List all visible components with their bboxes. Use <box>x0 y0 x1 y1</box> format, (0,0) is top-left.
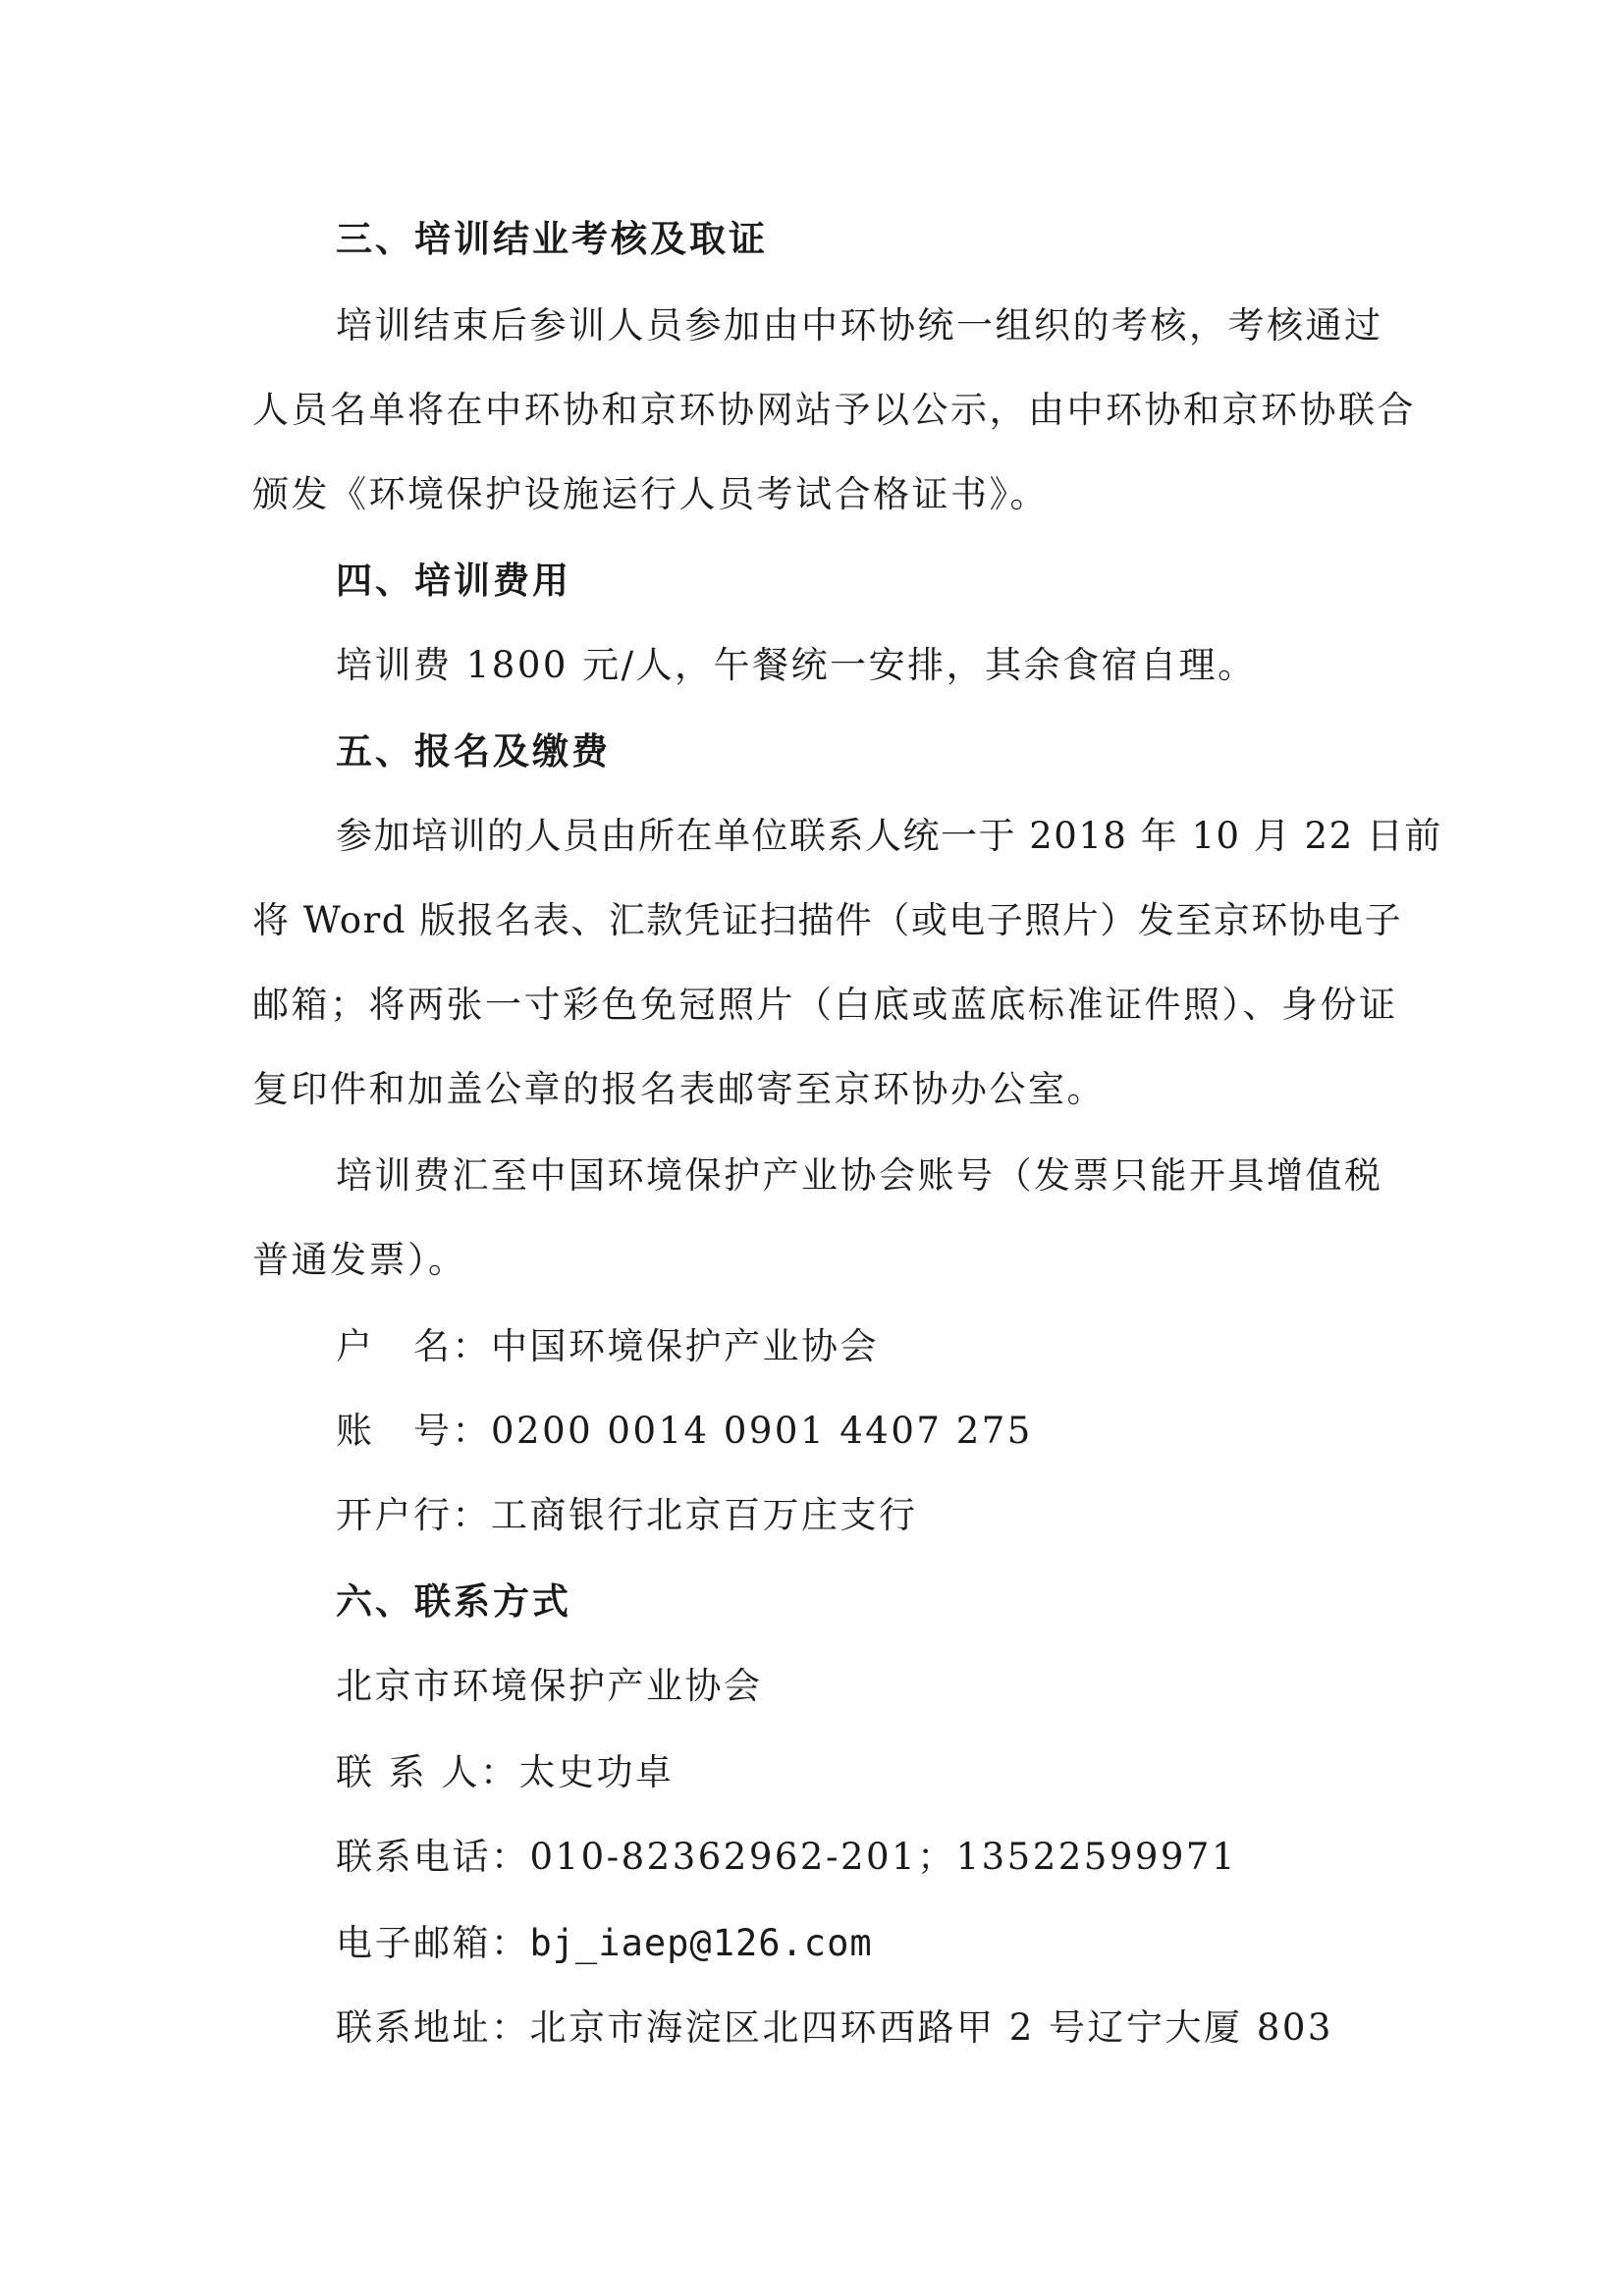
bank-branch: 开户行：工商银行北京百万庄支行 <box>336 1494 918 1536</box>
section-3-paragraph-line-3: 颁发《环境保护设施运行人员考试合格证书》。 <box>252 473 1049 515</box>
section-4-paragraph: 培训费 1800 元/人，午餐统一安排，其余食宿自理。 <box>336 644 1257 686</box>
contact-email-value: bj_iaep@126.com <box>529 1922 873 1964</box>
contact-person: 联 系 人：太史功卓 <box>336 1751 675 1793</box>
account-number: 账 号：0200 0014 0901 4407 275 <box>336 1410 1033 1452</box>
contact-address: 联系地址：北京市海淀区北四环西路甲 2 号辽宁大厦 803 <box>336 2006 1333 2049</box>
section-3-paragraph-line-2: 人员名单将在中环协和京环协网站予以公示，由中环协和京环协联合 <box>252 389 1416 431</box>
organization-name: 北京市环境保护产业协会 <box>336 1665 763 1707</box>
section-5-paragraph-1-line-3: 邮箱；将两张一寸彩色免冠照片（白底或蓝底标准证件照）、身份证 <box>252 984 1398 1026</box>
section-3-paragraph-line-1: 培训结束后参训人员参加由中环协统一组织的考核，考核通过 <box>336 304 1383 347</box>
section-5-paragraph-2-line-1: 培训费汇至中国环境保护产业协会账号（发票只能开具增值税 <box>336 1154 1383 1197</box>
section-6-heading: 六、联系方式 <box>336 1580 571 1623</box>
section-5-paragraph-1-line-1: 参加培训的人员由所在单位联系人统一于 2018 年 10 月 22 日前 <box>336 815 1442 857</box>
contact-phone: 联系电话：010-82362962-201；13522599971 <box>336 1836 1238 1878</box>
section-5-paragraph-2-line-2: 普通发票）。 <box>252 1239 467 1281</box>
section-3-heading: 三、培训结业考核及取证 <box>336 218 768 260</box>
contact-email-label: 电子邮箱： <box>336 1922 530 1964</box>
section-5-heading: 五、报名及缴费 <box>336 730 611 773</box>
account-name: 户 名：中国环境保护产业协会 <box>336 1325 879 1367</box>
section-5-paragraph-1-line-2: 将 Word 版报名表、汇款凭证扫描件（或电子照片）发至京环协电子 <box>252 899 1403 941</box>
contact-email <box>336 1918 1391 1969</box>
section-5-paragraph-1-line-4: 复印件和加盖公章的报名表邮寄至京环协办公室。 <box>252 1068 1106 1110</box>
section-4-heading: 四、培训费用 <box>336 560 571 602</box>
